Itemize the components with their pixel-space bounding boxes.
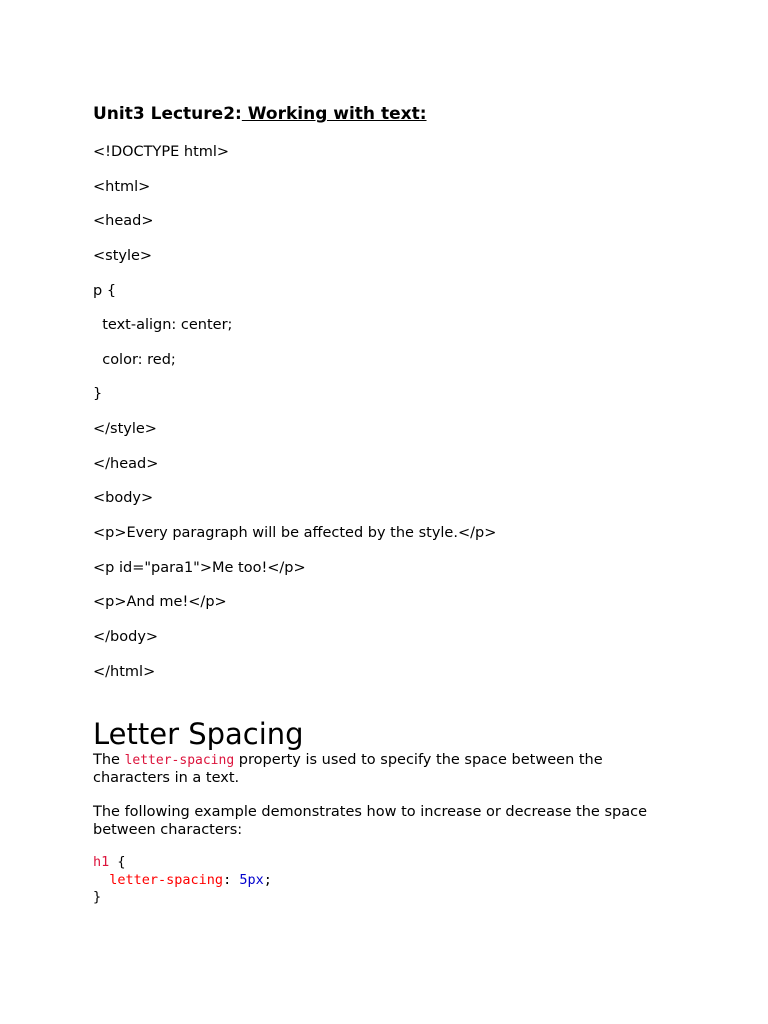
code-line: color: red; (93, 351, 176, 368)
snippet-value: 5px (239, 871, 264, 888)
html-code-listing (93, 142, 496, 696)
snippet-open-brace: { (109, 854, 126, 870)
code-line: </style> (93, 421, 157, 438)
letter-spacing-description (93, 752, 668, 787)
snippet-semicolon: ; (263, 871, 272, 888)
code-line: </head> (93, 455, 159, 472)
code-line: <p id="para1">Me too!</p> (93, 559, 306, 576)
code-line: <head> (93, 213, 154, 230)
lecture-title-underlined: Working with text: (241, 104, 427, 124)
code-line: <!DOCTYPE html> (93, 144, 230, 160)
snippet-property: letter-spacing (109, 871, 224, 888)
snippet-colon: : (223, 871, 240, 888)
section-heading: Letter Spacing (93, 717, 304, 752)
code-line: } (93, 386, 103, 403)
lecture-title (93, 104, 427, 124)
code-line: text-align: center; (93, 317, 233, 334)
snippet-indent (93, 872, 109, 888)
code-line: <p>And me!</p> (93, 594, 227, 611)
code-line: </html> (93, 663, 156, 680)
para1-text-after: property is used to specify the space between the characters in a text. (93, 752, 603, 786)
snippet-selector: h1 (93, 854, 110, 870)
css-code-snippet (93, 854, 272, 907)
para1-text-before: The (93, 752, 125, 768)
code-line: <style> (93, 247, 153, 264)
code-line: <html> (93, 178, 151, 195)
inline-code-letter-spacing: letter-spacing (124, 753, 235, 768)
snippet-close-brace: } (93, 889, 102, 905)
code-line: p { (93, 282, 117, 299)
example-description: The following example demonstrates how to increase or decrease the space between characters: (93, 804, 647, 838)
code-line: </body> (93, 628, 159, 645)
lecture-title-prefix: Unit3 Lecture2: (93, 104, 242, 124)
code-line: <p>Every paragraph will be affected by the style.</p> (93, 525, 497, 542)
code-line: <body> (93, 490, 154, 507)
